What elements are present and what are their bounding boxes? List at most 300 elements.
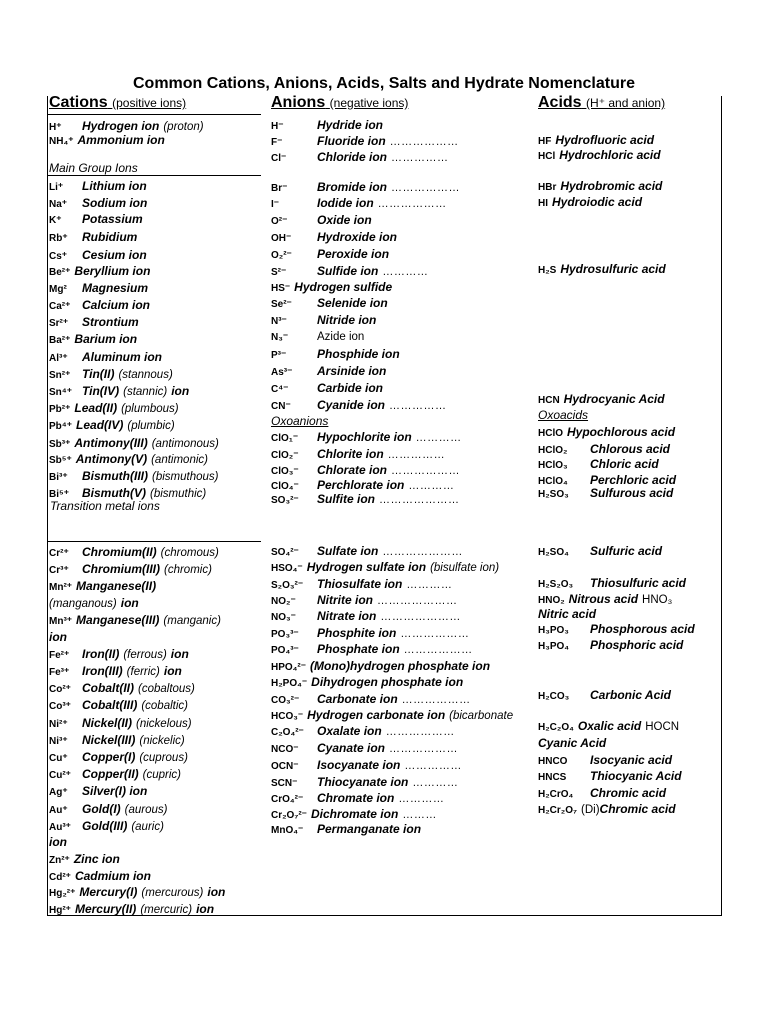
cation-suffix: ion xyxy=(196,902,215,916)
anion-name: Sulfide ion xyxy=(317,264,379,278)
cation-name: Aluminum ion xyxy=(82,350,162,364)
anion-row xyxy=(271,822,425,838)
cation-classical-name: (cobaltic) xyxy=(141,700,188,712)
anion-name: Thiosulfate ion xyxy=(317,577,403,591)
anion-formula: P³⁻ xyxy=(271,350,287,361)
cation-classical-name: (mercuric) xyxy=(140,904,193,916)
acid-formula: H₃PO₃ xyxy=(538,625,569,636)
cation-row xyxy=(49,835,71,850)
anion-name: Fluoride ion xyxy=(317,134,386,148)
cation-classical-name: (antimonic) xyxy=(151,454,208,466)
anion-row xyxy=(271,398,447,414)
cation-name: Bismuth(V) xyxy=(82,486,146,500)
anion-formula: PO₄³⁻ xyxy=(271,645,299,656)
acid-formula: H₃PO₄ xyxy=(538,641,570,652)
anion-name: Chlorite ion xyxy=(317,447,384,461)
anion-name: Chlorate ion xyxy=(317,463,388,477)
acid-formula: H₂CrO₄ xyxy=(538,789,574,800)
acid-name: Perchloric acid xyxy=(590,473,677,487)
cation-classical-name: (cupric) xyxy=(142,769,182,781)
cation-suffix: ion xyxy=(49,835,67,849)
cation-formula: Al³⁺ xyxy=(49,353,68,364)
anion-formula: HPO₄²⁻ xyxy=(271,662,307,673)
anion-formula: HS⁻ xyxy=(271,283,291,294)
anion-formula: H₂PO₄⁻ xyxy=(271,678,308,689)
anion-name: Perchlorate ion xyxy=(317,478,405,492)
anion-formula: SCN⁻ xyxy=(271,778,298,789)
cation-suffix: ion xyxy=(163,664,182,678)
anion-row xyxy=(271,296,392,312)
cation-formula: Cs⁺ xyxy=(49,251,68,262)
cation-row xyxy=(49,196,151,212)
anion-formula: ClO₄⁻ xyxy=(271,481,299,492)
anion-name: Hydrogen sulfide xyxy=(294,280,393,294)
anion-row xyxy=(271,708,517,724)
leader-dots: ………………… xyxy=(382,546,463,558)
cation-formula: Mn³⁺ xyxy=(49,616,73,627)
anion-row xyxy=(271,196,447,212)
cation-formula: Rb⁺ xyxy=(49,233,68,244)
anion-row xyxy=(271,659,494,675)
cation-formula: Bi³⁺ xyxy=(49,472,68,483)
acid-name: Hydrochloric acid xyxy=(559,148,661,162)
acid-prefix: (Di) xyxy=(581,804,600,816)
anion-row xyxy=(271,180,460,196)
cation-suffix: ion xyxy=(171,384,190,398)
anion-name: Oxalate ion xyxy=(317,724,382,738)
cation-name: Zinc ion xyxy=(73,852,120,866)
cation-name: Lead(II) xyxy=(74,401,118,415)
anion-name: Isocyanate ion xyxy=(317,758,401,772)
anion-row xyxy=(271,134,459,150)
cation-formula: Cr²⁺ xyxy=(49,548,69,559)
cation-name: Silver(I) ion xyxy=(82,784,148,798)
cation-name: Chromium(II) xyxy=(82,545,157,559)
cation-row xyxy=(49,630,71,645)
leader-dots: ……………… xyxy=(389,136,459,148)
anions-header: Anions (negative ions) xyxy=(271,94,409,111)
anion-row xyxy=(271,807,437,823)
acid-row xyxy=(538,442,674,458)
cation-name: Mercury(I) xyxy=(79,885,138,899)
cation-name: Sodium ion xyxy=(82,196,148,210)
anion-name: Hydride ion xyxy=(317,118,384,132)
anion-name: Arsinide ion xyxy=(317,364,387,378)
leader-dots: ……………… xyxy=(389,743,459,755)
anion-formula: I⁻ xyxy=(271,199,280,210)
acid-row xyxy=(538,576,690,592)
cation-suffix: ion xyxy=(170,647,189,661)
cation-row xyxy=(49,545,223,561)
cation-suffix: ion xyxy=(120,596,139,610)
leader-dots: …………… xyxy=(389,400,447,412)
leader-dots: ………… xyxy=(406,579,453,591)
cation-row xyxy=(49,902,218,918)
anion-formula: C₂O₄²⁻ xyxy=(271,727,304,738)
cation-classical-name: (bismuthous) xyxy=(152,471,219,483)
cation-name: Manganese(III) xyxy=(76,613,160,627)
leader-dots: ………… xyxy=(415,432,462,444)
anion-formula: H⁻ xyxy=(271,121,284,132)
anion-suffix: Azide ion xyxy=(317,331,365,343)
cation-name: Chromium(III) xyxy=(82,562,160,576)
acid-name: Hypochlorous acid xyxy=(567,425,676,439)
acid-name: Sulfurous acid xyxy=(590,486,674,500)
cation-name: Mercury(II) xyxy=(74,902,137,916)
acid-row xyxy=(538,486,677,502)
anion-formula: HCO₃⁻ xyxy=(271,711,304,722)
anion-name: Chromate ion xyxy=(317,791,395,805)
cations-header-rule xyxy=(47,114,261,115)
acid-formula: HCl xyxy=(538,151,556,162)
anion-formula: O₂²⁻ xyxy=(271,250,292,261)
anion-row xyxy=(271,775,458,791)
cation-formula: Cu²⁺ xyxy=(49,770,71,781)
cation-formula: Pb⁴⁺ xyxy=(49,421,73,432)
cation-row xyxy=(49,452,212,468)
anion-formula: OH⁻ xyxy=(271,233,292,244)
cation-formula: Mn²⁺ xyxy=(49,582,73,593)
cation-formula: Ni²⁺ xyxy=(49,719,68,730)
cation-name: Nickel(III) xyxy=(82,733,136,747)
cation-formula: Au³⁺ xyxy=(49,822,71,833)
cation-name: Tin(II) xyxy=(82,367,115,381)
acid-formula: H₂SO₃ xyxy=(538,489,569,500)
cation-row xyxy=(49,596,143,611)
anion-formula: SO₄²⁻ xyxy=(271,547,299,558)
acid-formula: H₂S xyxy=(538,265,557,276)
leader-dots: ……… xyxy=(402,809,437,821)
anion-row xyxy=(271,430,462,446)
acid-formula: HClO₂ xyxy=(538,445,568,456)
cation-classical-name: (aurous) xyxy=(124,804,168,816)
leader-dots: ……………… xyxy=(401,694,471,706)
acid-name: Thiosulfuric acid xyxy=(590,576,687,590)
cation-row xyxy=(49,750,192,766)
cation-formula: Sb⁵⁺ xyxy=(49,455,72,466)
anion-formula: HSO₄⁻ xyxy=(271,563,303,574)
acid-row xyxy=(538,753,676,769)
cation-row xyxy=(49,264,154,280)
cation-row xyxy=(49,418,179,434)
cation-classical-name: (stannous) xyxy=(118,369,173,381)
cation-formula: Ag⁺ xyxy=(49,787,68,798)
cation-name: Gold(III) xyxy=(82,819,128,833)
cation-classical-name: (ferrous) xyxy=(123,649,167,661)
cation-classical-name: (plumbous) xyxy=(121,403,179,415)
cation-row xyxy=(49,281,152,297)
cation-name: Iron(III) xyxy=(82,664,123,678)
acid-row xyxy=(538,195,646,211)
cation-name: Iron(II) xyxy=(82,647,120,661)
acid-formula: HF xyxy=(538,136,552,147)
cation-name: Tin(IV) xyxy=(82,384,120,398)
acid-row xyxy=(538,607,600,622)
anion-name: Permanganate ion xyxy=(317,822,422,836)
cation-classical-name: (chromous) xyxy=(160,547,219,559)
acid-name: Nitric acid xyxy=(538,607,597,621)
anion-row xyxy=(271,758,462,774)
cation-name: Gold(I) xyxy=(82,802,121,816)
cation-classical-name: (auric) xyxy=(131,821,164,833)
anion-formula: CrO₄²⁻ xyxy=(271,794,304,805)
anion-row xyxy=(271,577,452,593)
cation-classical-name: (proton) xyxy=(163,121,204,133)
cation-name: Manganese(II) xyxy=(76,579,157,593)
acid-formula: H₂C₂O₄ xyxy=(538,722,574,733)
cation-formula: Bi⁵⁺ xyxy=(49,489,69,500)
leader-dots: ……………… xyxy=(391,465,461,477)
cation-row xyxy=(49,133,169,149)
cation-formula: Co³⁺ xyxy=(49,701,71,712)
cations-header: Cations (positive ions) xyxy=(49,94,187,111)
anion-name: Thiocyanate ion xyxy=(317,775,409,789)
anion-name: Phosphite ion xyxy=(317,626,397,640)
acid-formula: HNCS xyxy=(538,772,567,783)
cation-row xyxy=(49,562,216,578)
acid-row xyxy=(538,719,683,735)
acid-name: Chromic acid xyxy=(599,802,676,816)
anion-name: Nitrate ion xyxy=(317,609,377,623)
leader-dots: ……………… xyxy=(403,644,473,656)
acid-row xyxy=(538,148,665,164)
anion-formula: ClO₂⁻ xyxy=(271,450,299,461)
anion-name: Cyanate ion xyxy=(317,741,386,755)
leader-dots: …………… xyxy=(391,152,449,164)
anion-formula: S₂O₃²⁻ xyxy=(271,580,304,591)
anion-name: Selenide ion xyxy=(317,296,388,310)
anion-row xyxy=(271,492,460,508)
anion-name: Iodide ion xyxy=(317,196,374,210)
cation-name: Nickel(II) xyxy=(82,716,133,730)
cation-classical-name: (cobaltous) xyxy=(138,683,195,695)
acids-header: Acids (H⁺ and anion) xyxy=(538,94,666,111)
anion-classical-name: (bisulfate ion) xyxy=(430,562,500,574)
anion-row xyxy=(271,463,460,479)
acid-name: Hydroiodic acid xyxy=(552,195,643,209)
cation-formula: Zn²⁺ xyxy=(49,855,70,866)
cation-row xyxy=(49,367,177,383)
anion-name: Cyanide ion xyxy=(317,398,386,412)
cation-name: Magnesium xyxy=(82,281,149,295)
acid-row xyxy=(538,688,675,704)
anion-row xyxy=(271,213,376,229)
cation-name: Cesium ion xyxy=(82,248,147,262)
acid-formula: H₂CO₃ xyxy=(538,691,570,702)
cation-name: Antimony(III) xyxy=(74,436,148,450)
cation-name: Ammonium ion xyxy=(77,133,165,147)
acid-row xyxy=(538,769,686,785)
anion-row xyxy=(271,741,458,757)
cation-name: Potassium xyxy=(82,212,143,226)
cation-row xyxy=(49,647,193,663)
leader-dots: ………………… xyxy=(377,595,458,607)
cation-row xyxy=(49,698,192,714)
anion-formula: Cl⁻ xyxy=(271,153,287,164)
acid-name: Chromic acid xyxy=(590,786,667,800)
anion-formula: Cr₂O₇²⁻ xyxy=(271,810,307,821)
cation-classical-name: (manganic) xyxy=(163,615,221,627)
leader-dots: ………… xyxy=(398,793,445,805)
cation-formula: H⁺ xyxy=(49,122,62,133)
cation-classical-name: (stannic) xyxy=(123,386,168,398)
leader-dots: ………… xyxy=(382,266,429,278)
anion-name: Hydrogen sulfate ion xyxy=(306,560,427,574)
acid-row xyxy=(538,622,699,638)
anion-formula: O²⁻ xyxy=(271,216,288,227)
anion-row xyxy=(271,626,469,642)
cation-name: Rubidium xyxy=(82,230,138,244)
cation-formula: Na⁺ xyxy=(49,199,68,210)
cation-formula: Sr²⁺ xyxy=(49,318,69,329)
acid-row xyxy=(538,802,676,818)
leader-dots: …………… xyxy=(404,760,462,772)
cation-row xyxy=(49,784,151,800)
anion-formula: S²⁻ xyxy=(271,267,287,278)
anion-formula: NCO⁻ xyxy=(271,744,299,755)
acid-name: Hydrosulfuric acid xyxy=(560,262,666,276)
cation-row xyxy=(49,869,155,885)
anion-row xyxy=(271,593,458,609)
cation-classical-name: (mercurous) xyxy=(141,887,204,899)
acid-formula: HI xyxy=(538,198,548,209)
leader-dots: ……………… xyxy=(385,726,455,738)
cation-name: Cadmium ion xyxy=(74,869,151,883)
acid-name: Chloric acid xyxy=(590,457,659,471)
anion-row xyxy=(271,264,428,280)
cation-name: Cobalt(III) xyxy=(82,698,138,712)
cation-classical-name: (nickelous) xyxy=(136,718,192,730)
acid-row xyxy=(538,262,670,278)
cation-formula: Pb²⁺ xyxy=(49,404,71,415)
acid-name: Hydrocyanic Acid xyxy=(563,392,665,406)
anion-formula: CO₃²⁻ xyxy=(271,695,300,706)
anion-name: Nitrite ion xyxy=(317,593,373,607)
anion-row xyxy=(271,675,467,691)
acid-formula: HBr xyxy=(538,182,557,193)
acid-suffix: HOCN xyxy=(645,721,680,733)
anion-name: Peroxide ion xyxy=(317,247,390,261)
anion-row xyxy=(271,313,380,329)
anion-row xyxy=(271,150,449,166)
anion-formula: F⁻ xyxy=(271,137,283,148)
anion-row xyxy=(271,692,471,708)
acid-name: Hydrobromic acid xyxy=(560,179,663,193)
cation-formula: Sn⁴⁺ xyxy=(49,387,73,398)
section-transition: Transition metal ions xyxy=(50,499,160,513)
cation-row xyxy=(49,315,143,331)
cation-classical-name: (manganous) xyxy=(49,598,117,610)
cation-classical-name: (bismuthic) xyxy=(150,488,207,500)
cation-row xyxy=(49,716,196,732)
acid-name: Phosphoric acid xyxy=(590,638,684,652)
acid-formula: HClO xyxy=(538,428,563,439)
cation-row xyxy=(49,664,186,680)
cation-formula: Mg² xyxy=(49,284,67,295)
anion-row xyxy=(271,118,387,134)
cation-formula: Hg₂²⁺ xyxy=(49,888,76,899)
main-group-rule xyxy=(47,175,261,176)
anion-row xyxy=(271,280,396,296)
acid-row xyxy=(538,179,666,195)
anion-row xyxy=(271,247,393,263)
anion-name: (Mono)hydrogen phosphate ion xyxy=(310,659,491,673)
anion-name: Bromide ion xyxy=(317,180,388,194)
anion-formula: PO₃³⁻ xyxy=(271,629,299,640)
cation-formula: Au⁺ xyxy=(49,805,68,816)
cation-row xyxy=(49,230,141,246)
cation-row xyxy=(49,767,185,783)
cation-formula: Cd²⁺ xyxy=(49,872,71,883)
cation-row xyxy=(49,298,154,314)
acid-row xyxy=(538,457,663,473)
cation-row xyxy=(49,885,229,901)
acid-formula: H₂Cr₂O₇ xyxy=(538,805,577,816)
cation-row xyxy=(49,179,151,195)
cation-name: Beryllium ion xyxy=(74,264,151,278)
anion-formula: NO₃⁻ xyxy=(271,612,296,623)
acid-name: Chlorous acid xyxy=(590,442,671,456)
cation-formula: Cu⁺ xyxy=(49,753,68,764)
anion-row xyxy=(271,544,463,560)
acid-row xyxy=(538,425,679,441)
cation-row xyxy=(49,332,141,348)
cation-formula: Li⁺ xyxy=(49,182,64,193)
acid-formula: H₂S₂O₃ xyxy=(538,579,574,590)
anion-name: Chloride ion xyxy=(317,150,387,164)
leader-dots: ………… xyxy=(412,777,459,789)
section-main-group: Main Group Ions xyxy=(49,161,138,175)
acid-formula: HCN xyxy=(538,395,560,406)
acid-row xyxy=(538,133,658,149)
acid-name: Oxalic acid xyxy=(577,719,642,733)
cation-row xyxy=(49,436,223,452)
cation-formula: Be²⁺ xyxy=(49,267,71,278)
cation-name: Lithium ion xyxy=(82,179,147,193)
acid-name: Thiocyanic Acid xyxy=(590,769,682,783)
cation-row xyxy=(49,401,183,417)
anion-name: Dihydrogen phosphate ion xyxy=(311,675,464,689)
anion-row xyxy=(271,364,390,380)
anion-row xyxy=(271,381,387,397)
cation-classical-name: (ferric) xyxy=(126,666,160,678)
cation-row xyxy=(49,681,199,697)
anion-name: Sulfite ion xyxy=(317,492,375,506)
cation-name: Copper(II) xyxy=(82,767,139,781)
acid-suffix: HNO₃ xyxy=(642,594,673,606)
cation-classical-name: (cuprous) xyxy=(139,752,188,764)
leader-dots: ……………… xyxy=(400,628,470,640)
cation-classical-name: (chromic) xyxy=(164,564,212,576)
anion-name: Sulfate ion xyxy=(317,544,379,558)
anion-formula: CN⁻ xyxy=(271,401,291,412)
cation-suffix: ion xyxy=(49,630,67,644)
cation-formula: Fe²⁺ xyxy=(49,650,70,661)
cation-name: Barium ion xyxy=(74,332,138,346)
anion-row xyxy=(271,330,368,345)
cation-formula: K⁺ xyxy=(49,215,62,226)
acid-row xyxy=(538,392,669,408)
anion-row xyxy=(271,347,404,363)
cation-row xyxy=(49,350,166,366)
acid-name: Phosphorous acid xyxy=(590,622,695,636)
cation-name: Bismuth(III) xyxy=(82,469,148,483)
anion-formula: N₃⁻ xyxy=(271,332,289,343)
cation-formula: NH₄⁺ xyxy=(49,136,74,147)
cation-row xyxy=(49,469,222,485)
leader-dots: ……………… xyxy=(377,198,447,210)
anion-name: Nitride ion xyxy=(317,313,377,327)
